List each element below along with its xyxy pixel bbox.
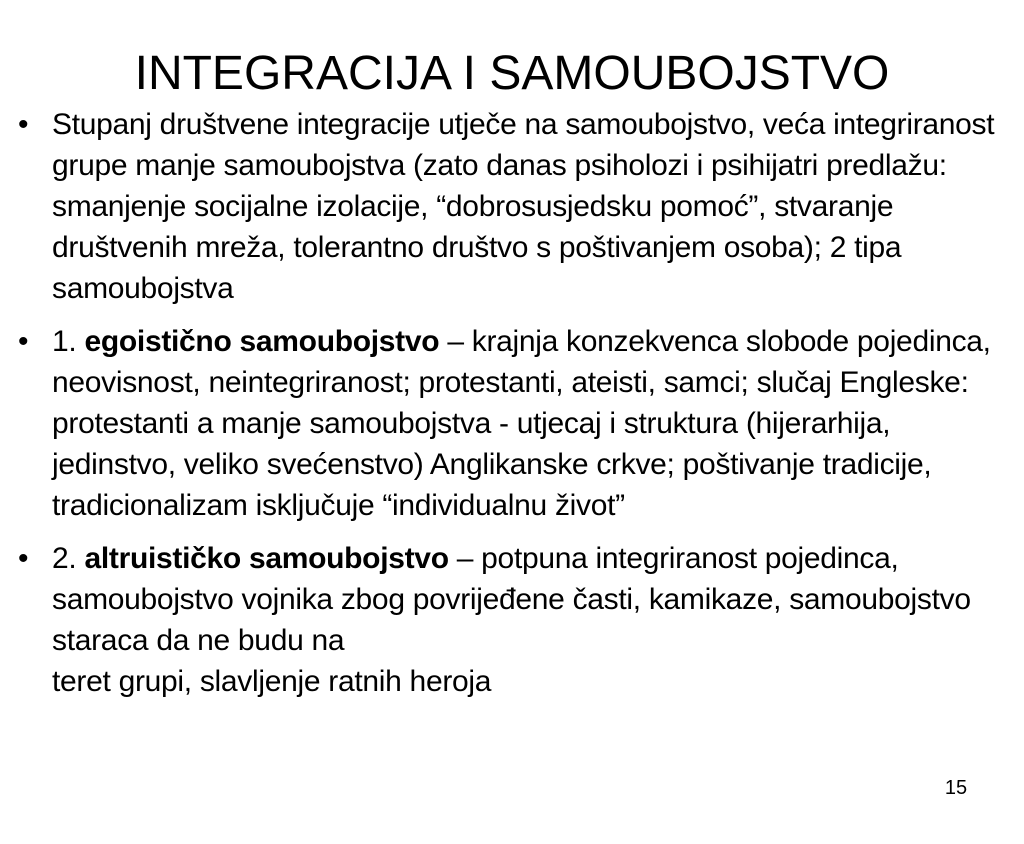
bullet-term: egoistično samoubojstvo <box>84 325 440 358</box>
slide-title: INTEGRACIJA I SAMOUBOJSTVO <box>134 47 890 100</box>
bullet-dot-icon: • <box>18 108 29 141</box>
bullet-item-integration <box>18 104 1018 309</box>
bullet-text: Stupanj društvene integracije utječe na samoubojstvo, veća integriranost grupe manje samoubojstva (zato danas psiholozi i psihijatri predlažu: smanjenje socijalne izolacije, “dobrosusjedsku pomoć”, stvaranje društvenih mreža, tolerantno društvo s poštivanjem osoba); 2 tipa samoubojstva <box>52 108 995 305</box>
bullet-dot-icon: • <box>18 542 29 575</box>
bullet-text: – potpuna integriranost pojedinca, samoubojstvo vojnika zbog povrijeđene časti, kamikaze, samoubojstvo staraca da ne budu na <box>52 542 971 657</box>
bullet-number: 2. <box>52 542 85 575</box>
bullet-dot-icon: • <box>18 325 29 358</box>
bullet-text-continued: teret grupi, slavljenje ratnih heroja <box>52 665 492 698</box>
bullet-list <box>18 104 1018 714</box>
bullet-number: 1. <box>52 325 85 358</box>
page-number: 15 <box>944 777 968 799</box>
bullet-term: altruističko samoubojstvo <box>84 542 449 575</box>
bullet-item-altruistic <box>18 538 1018 702</box>
bullet-item-egoistic <box>18 321 1018 526</box>
bullet-text: – krajnja konzekvenca slobode pojedinca, neovisnost, neintegriranost; protestanti, ateisti, samci; slučaj Engleske: protestanti a manje samoubojstva - utjecaj i struktura (hijerarhija, jedinstvo, veliko svećenstvo) Anglikanske crkve; poštivanje tradicije, tradicionalizam isključuje “individualnu život” <box>52 325 991 522</box>
